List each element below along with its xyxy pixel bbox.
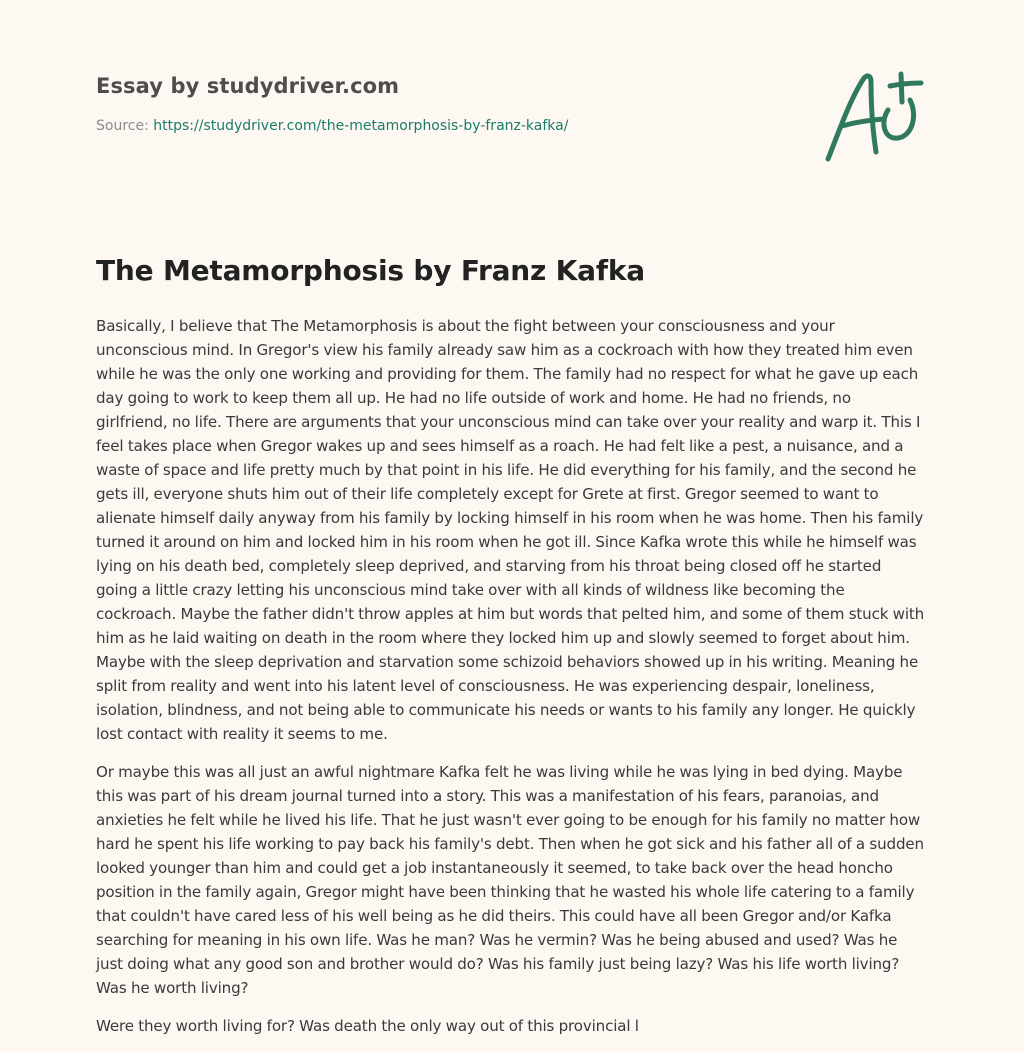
- essay-paragraph: Or maybe this was all just an awful nightmare Kafka felt he was living while he was lying in bed dying. Maybe this was part of his dream journal turned into a story. This was a manifestation of his fears, paranoias, and anxieties he felt while he lived his life. That he just wasn't ever going to be enough for his family no matter how hard he spent his life working to pay back his family's debt. Then when he got sick and his father all of a sudden looked younger than him and could get a job instantaneously it seemed, to take back over the head honcho position in the family again, Gregor might have been thinking that he wasted his whole life catering to a family that couldn't have cared less of his well being as he did theirs. This could have all been Gregor and/or Kafka searching for meaning in his own life. Was he man? Was he vermin? Was he being abused and used? Was he just doing what any good son and brother would do? Was his family just being lazy? Was his life worth living? Was he worth living?: [96, 763, 924, 997]
- a-plus-grade-icon: [818, 64, 928, 168]
- essay-paragraph: Basically, I believe that The Metamorphosis is about the fight between your consciousness and your unconscious mind. In Gregor's view his family already saw him as a cockroach with how they treated him even while he was the only one working and providing for them. The family had no respect for what he gave up each day going to work to keep them all up. He had no life outside of work and home. He had no friends, no girlfriend, no life. There are arguments that your unconscious mind can take over your reality and warp it. This I feel takes place when Gregor wakes up and sees himself as a roach. He had felt like a pest, a nuisance, and a waste of space and life pretty much by that point in his life. He did everything for his family, and the second he gets ill, everyone shuts him out of their life completely except for Grete at first. Gregor seemed to want to alienate himself daily anyway from his family by locking himself in his room when he was home. Then his family turned it around on him and locked him in his room when he got ill. Since Kafka wrote this while he himself was lying on his death bed, completely sleep deprived, and starving from his throat being closed off he started going a little crazy letting his unconscious mind take over with all kinds of wildness like becoming the cockroach. Maybe the father didn't throw apples at him but words that pelted him, and some of them stuck with him as he laid waiting on death in the room where they locked him up and slowly seemed to forget about him. Maybe with the sleep deprivation and starvation some schizoid behaviors showed up in his writing. Meaning he split from reality and went into his latent level of consciousness. He was experiencing despair, loneliness, isolation, blindness, and not being able to communicate his needs or wants to his family any longer. He quickly lost contact with reality it seems to me.: [96, 317, 925, 743]
- source-label: Source:: [96, 118, 149, 134]
- essay-paragraph: Were they worth living for? Was death the only way out of this provincial l: [96, 1017, 639, 1035]
- source-line: [96, 118, 936, 134]
- site-brand: Essay by studydriver.com: [96, 74, 400, 98]
- essay-header: [96, 74, 936, 134]
- source-link[interactable]: https://studydriver.com/the-metamorphosis-by-franz-kafka/: [153, 118, 569, 134]
- essay-title: The Metamorphosis by Franz Kafka: [96, 254, 645, 287]
- essay-body: [96, 314, 926, 1052]
